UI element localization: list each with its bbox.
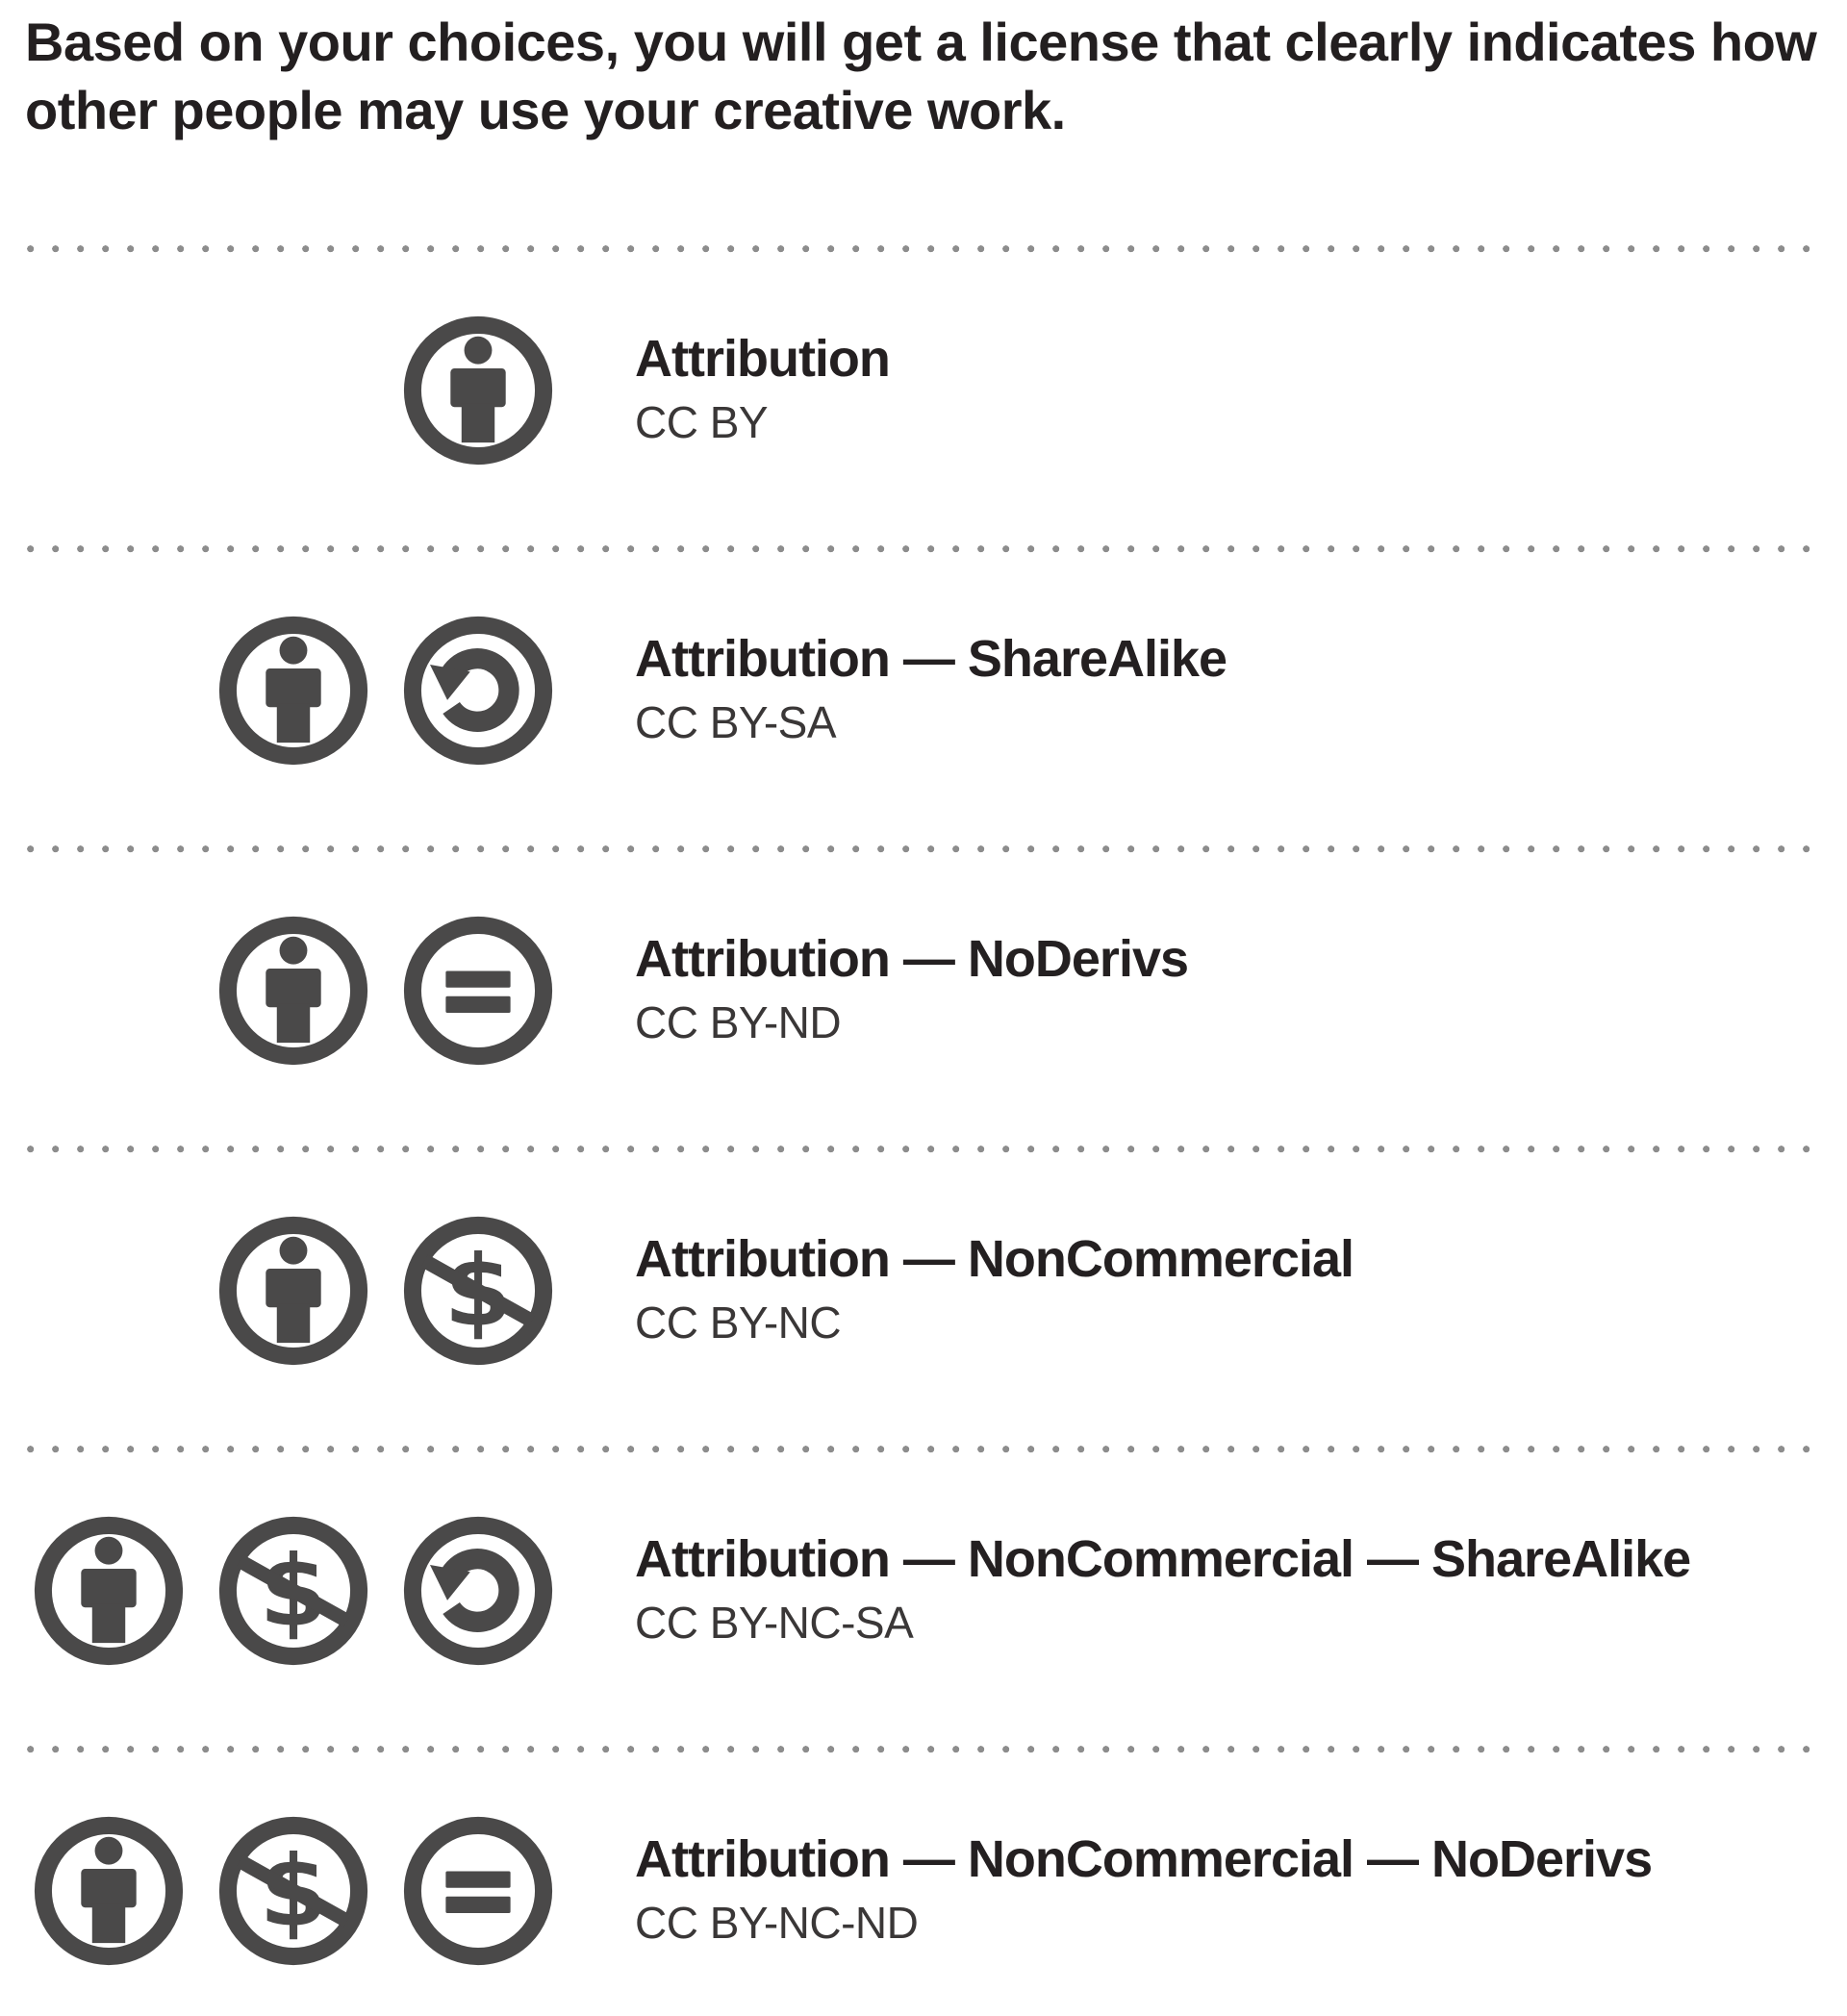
attribution-person-icon [30,1812,188,1970]
page-title-line-2: other people may use your creative work. [25,80,1066,140]
license-code: CC BY [635,397,769,447]
license-row [25,1750,1822,2016]
license-text [635,328,890,453]
license-row [25,549,1822,849]
attribution-person-icon [215,612,372,769]
attribution-person-icon [30,1512,188,1670]
attribution-person-icon [399,312,557,469]
license-icons [25,312,557,469]
noderivs-equals-icon [399,912,557,1070]
license-text [635,928,1188,1053]
license-row [25,1449,1822,1750]
license-title: Attribution — NonCommercial — ShareAlike [635,1530,1691,1588]
license-icons [25,1512,557,1670]
license-text [635,628,1227,753]
noncommercial-no-dollar-icon [215,1812,372,1970]
license-icons [25,912,557,1070]
license-title: Attribution — NonCommercial — NoDerivs [635,1830,1653,1888]
noncommercial-no-dollar-icon [399,1212,557,1370]
page-title-line-1: Based on your choices, you will get a license that clearly indicates how [25,12,1817,72]
attribution-person-icon [215,912,372,1070]
license-title: Attribution — NoDerivs [635,930,1189,988]
license-icons [25,1812,557,1970]
license-text [635,1828,1652,1953]
license-row [25,249,1822,549]
license-code: CC BY-ND [635,997,842,1047]
license-title: Attribution — NonCommercial [635,1230,1354,1288]
license-code: CC BY-NC-SA [635,1598,914,1648]
license-code: CC BY-SA [635,697,837,747]
noderivs-equals-icon [399,1812,557,1970]
license-title: Attribution [635,330,890,388]
license-title: Attribution — ShareAlike [635,630,1227,688]
sharealike-arrow-icon [399,1512,557,1670]
license-text [635,1528,1690,1653]
license-text [635,1228,1354,1353]
license-row [25,849,1822,1149]
noncommercial-no-dollar-icon [215,1512,372,1670]
attribution-person-icon [215,1212,372,1370]
license-icons [25,612,557,769]
sharealike-arrow-icon [399,612,557,769]
page-title [0,0,1847,144]
license-list [0,249,1847,2016]
license-code: CC BY-NC [635,1298,842,1348]
license-icons [25,1212,557,1370]
license-code: CC BY-NC-ND [635,1898,919,1948]
license-row [25,1149,1822,1449]
